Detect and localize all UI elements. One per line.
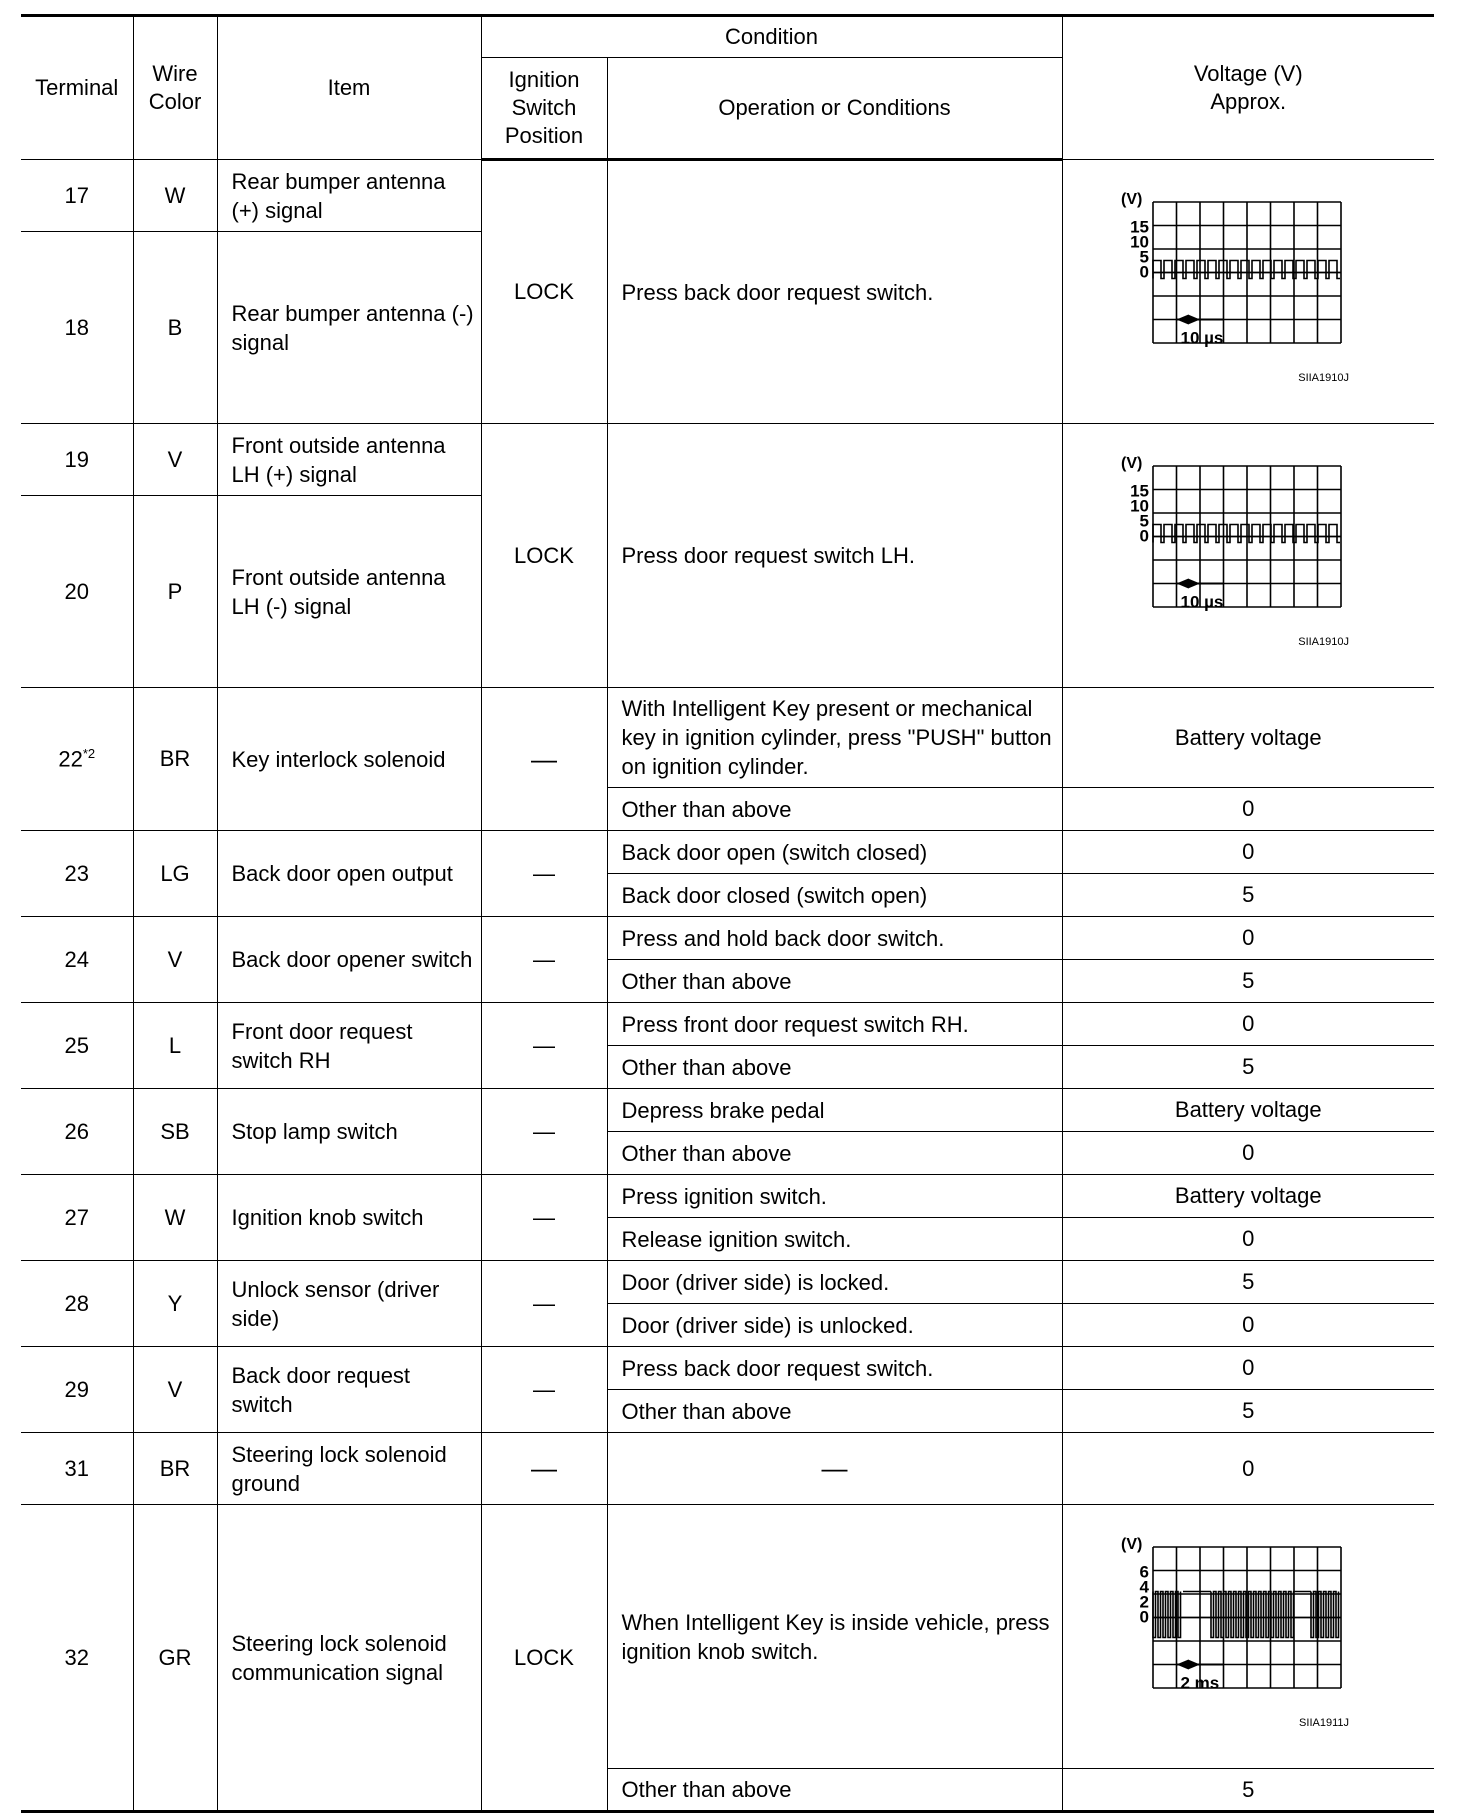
terminal-cell: 17 — [21, 160, 133, 232]
scope-grid — [1153, 466, 1341, 607]
item-cell: Key interlock solenoid — [217, 688, 481, 831]
terminal-cell: 28 — [21, 1261, 133, 1347]
voltage-cell: Battery voltage — [1062, 1175, 1434, 1218]
time-scale-label: 10 µs — [1180, 592, 1224, 611]
voltage-waveform-cell — [1062, 1505, 1434, 1769]
ignition-cell: — — [481, 1433, 607, 1505]
terminal-cell: 29 — [21, 1347, 133, 1433]
voltage-cell: Battery voltage — [1062, 688, 1434, 788]
ignition-cell: — — [481, 1261, 607, 1347]
item-cell: Steering lock solenoid communication signal — [217, 1505, 481, 1812]
voltage-cell: 0 — [1062, 831, 1434, 874]
voltage-cell: 5 — [1062, 960, 1434, 1003]
terminal-cell: 26 — [21, 1089, 133, 1175]
scope-tick-label: 5 — [1139, 247, 1150, 266]
time-scale-arrow — [1177, 314, 1189, 324]
voltage-cell: 0 — [1062, 1433, 1434, 1505]
header-ignition-switch-position: Ignition Switch Position — [481, 58, 607, 160]
ignition-cell: — — [481, 831, 607, 917]
wire-color-cell: BR — [133, 1433, 217, 1505]
table-row — [21, 1261, 1434, 1304]
item-cell: Back door opener switch — [217, 917, 481, 1003]
scope-tick-label: 10 — [1130, 232, 1150, 251]
wire-color-cell: V — [133, 424, 217, 496]
condition-cell: Other than above — [607, 788, 1062, 831]
scope-waveform-trace — [1153, 1591, 1339, 1637]
voltage-cell: 0 — [1062, 788, 1434, 831]
condition-cell: Press back door request switch. — [607, 1347, 1062, 1390]
wire-color-cell: W — [133, 160, 217, 232]
terminal-cell: 31 — [21, 1433, 133, 1505]
item-cell: Front outside antenna LH (+) signal — [217, 424, 481, 496]
header-wire-color: Wire Color — [133, 16, 217, 160]
item-cell: Rear bumper antenna (-) signal — [217, 232, 481, 424]
header-terminal: Terminal — [21, 16, 133, 160]
scope-tick-label: 6 — [1139, 1562, 1150, 1581]
voltage-cell: 5 — [1062, 874, 1434, 917]
voltage-cell: Battery voltage — [1062, 1089, 1434, 1132]
scope-tick-label: 0 — [1139, 526, 1150, 545]
voltage-cell: 0 — [1062, 1347, 1434, 1390]
table-row — [21, 917, 1434, 960]
terminal-spec-table — [21, 14, 1434, 1813]
terminal-cell: 24 — [21, 917, 133, 1003]
condition-cell: Back door open (switch closed) — [607, 831, 1062, 874]
condition-cell: Other than above — [607, 960, 1062, 1003]
terminal-cell: 20 — [21, 496, 133, 688]
table-row — [21, 1505, 1434, 1769]
table-row — [21, 1175, 1434, 1218]
header-operation-or-conditions: Operation or Conditions — [607, 58, 1062, 160]
time-scale-arrow — [1177, 578, 1189, 588]
item-cell: Front outside antenna LH (-) signal — [217, 496, 481, 688]
figure-code: SIIA1910J — [1298, 371, 1350, 384]
table-row — [21, 1347, 1434, 1390]
scope-tick-label: 4 — [1139, 1577, 1150, 1596]
condition-cell: Door (driver side) is unlocked. — [607, 1304, 1062, 1347]
item-cell: Ignition knob switch — [217, 1175, 481, 1261]
ignition-cell: — — [481, 1175, 607, 1261]
scope-tick-label: 0 — [1139, 1607, 1150, 1626]
header-voltage: Voltage (V) Approx. — [1062, 16, 1434, 160]
item-cell: Unlock sensor (driver side) — [217, 1261, 481, 1347]
ignition-cell: — — [481, 1003, 607, 1089]
voltage-waveform-cell — [1062, 160, 1434, 424]
item-cell: Back door request switch — [217, 1347, 481, 1433]
scope-unit-label: (V) — [1121, 190, 1143, 208]
item-cell: Back door open output — [217, 831, 481, 917]
time-scale-arrow — [1188, 1659, 1200, 1669]
terminal-cell — [21, 688, 133, 831]
condition-cell: Other than above — [607, 1046, 1062, 1089]
terminal-cell: 27 — [21, 1175, 133, 1261]
voltage-waveform-cell — [1062, 424, 1434, 688]
condition-cell: Press front door request switch RH. — [607, 1003, 1062, 1046]
ignition-cell: LOCK — [481, 424, 607, 688]
item-cell: Rear bumper antenna (+) signal — [217, 160, 481, 232]
communication-waveform — [1113, 1527, 1383, 1747]
ignition-cell: LOCK — [481, 160, 607, 424]
condition-cell: With Intelligent Key present or mechanical key in ignition cylinder, press "PUSH" button on ignition cylinder. — [607, 688, 1062, 788]
time-scale-label: 10 µs — [1180, 328, 1224, 347]
terminal-cell: 19 — [21, 424, 133, 496]
table-row — [21, 1433, 1434, 1505]
scope-unit-label: (V) — [1121, 454, 1143, 472]
item-cell: Stop lamp switch — [217, 1089, 481, 1175]
table-row — [21, 1089, 1434, 1132]
wire-color-cell: Y — [133, 1261, 217, 1347]
table-row — [21, 424, 1434, 496]
scope-tick-label: 5 — [1139, 511, 1150, 530]
terminal-cell: 18 — [21, 232, 133, 424]
condition-cell: Door (driver side) is locked. — [607, 1261, 1062, 1304]
ignition-cell: LOCK — [481, 1505, 607, 1812]
time-scale-arrow — [1188, 314, 1200, 324]
header-condition: Condition — [481, 16, 1062, 58]
scope-tick-label: 15 — [1130, 481, 1150, 500]
voltage-cell: 0 — [1062, 1132, 1434, 1175]
condition-cell: Other than above — [607, 1132, 1062, 1175]
pulse-waveform — [1113, 446, 1383, 666]
condition-cell: Press door request switch LH. — [607, 424, 1062, 688]
scope-unit-label: (V) — [1121, 1535, 1143, 1553]
scope-tick-label: 0 — [1139, 262, 1150, 281]
figure-code: SIIA1910J — [1298, 635, 1350, 648]
condition-cell: Release ignition switch. — [607, 1218, 1062, 1261]
table-row — [21, 160, 1434, 232]
voltage-cell: 0 — [1062, 917, 1434, 960]
wire-color-cell: GR — [133, 1505, 217, 1812]
condition-cell: Press and hold back door switch. — [607, 917, 1062, 960]
voltage-cell: 0 — [1062, 1218, 1434, 1261]
condition-cell: Back door closed (switch open) — [607, 874, 1062, 917]
pulse-waveform — [1113, 182, 1383, 402]
time-scale-arrow — [1188, 578, 1200, 588]
wire-color-cell: SB — [133, 1089, 217, 1175]
condition-cell: Depress brake pedal — [607, 1089, 1062, 1132]
terminal-cell: 25 — [21, 1003, 133, 1089]
voltage-cell: 0 — [1062, 1003, 1434, 1046]
condition-cell: Press ignition switch. — [607, 1175, 1062, 1218]
condition-cell: Other than above — [607, 1769, 1062, 1812]
voltage-cell: 5 — [1062, 1769, 1434, 1812]
condition-cell: Press back door request switch. — [607, 160, 1062, 424]
terminal-cell: 23 — [21, 831, 133, 917]
wire-color-cell: V — [133, 917, 217, 1003]
ignition-cell: — — [481, 688, 607, 831]
time-scale-arrow — [1177, 1659, 1189, 1669]
ignition-cell: — — [481, 917, 607, 1003]
terminal-cell: 32 — [21, 1505, 133, 1812]
figure-code: SIIA1911J — [1299, 1716, 1350, 1729]
wire-color-cell: LG — [133, 831, 217, 917]
scope-tick-label: 10 — [1130, 496, 1150, 515]
wire-color-cell: P — [133, 496, 217, 688]
wire-color-cell: B — [133, 232, 217, 424]
footnote-mark: *2 — [82, 745, 96, 761]
voltage-cell: 5 — [1062, 1046, 1434, 1089]
voltage-cell: 5 — [1062, 1261, 1434, 1304]
wire-color-cell: BR — [133, 688, 217, 831]
voltage-cell: 0 — [1062, 1304, 1434, 1347]
wire-color-cell: V — [133, 1347, 217, 1433]
item-cell: Steering lock solenoid ground — [217, 1433, 481, 1505]
condition-cell: — — [607, 1433, 1062, 1505]
scope-tick-label: 15 — [1130, 217, 1150, 236]
table-row — [21, 688, 1434, 788]
time-scale-label: 2 ms — [1180, 1673, 1220, 1692]
table-row — [21, 831, 1434, 874]
item-cell: Front door request switch RH — [217, 1003, 481, 1089]
scope-tick-label: 2 — [1139, 1592, 1150, 1611]
header-item: Item — [217, 16, 481, 160]
ignition-cell: — — [481, 1347, 607, 1433]
wire-color-cell: L — [133, 1003, 217, 1089]
condition-cell: When Intelligent Key is inside vehicle, press ignition knob switch. — [607, 1505, 1062, 1769]
condition-cell: Other than above — [607, 1390, 1062, 1433]
wire-color-cell: W — [133, 1175, 217, 1261]
table-row — [21, 1003, 1434, 1046]
ignition-cell: — — [481, 1089, 607, 1175]
terminal-number: 22 — [58, 746, 83, 772]
voltage-cell: 5 — [1062, 1390, 1434, 1433]
scope-grid — [1153, 202, 1341, 343]
